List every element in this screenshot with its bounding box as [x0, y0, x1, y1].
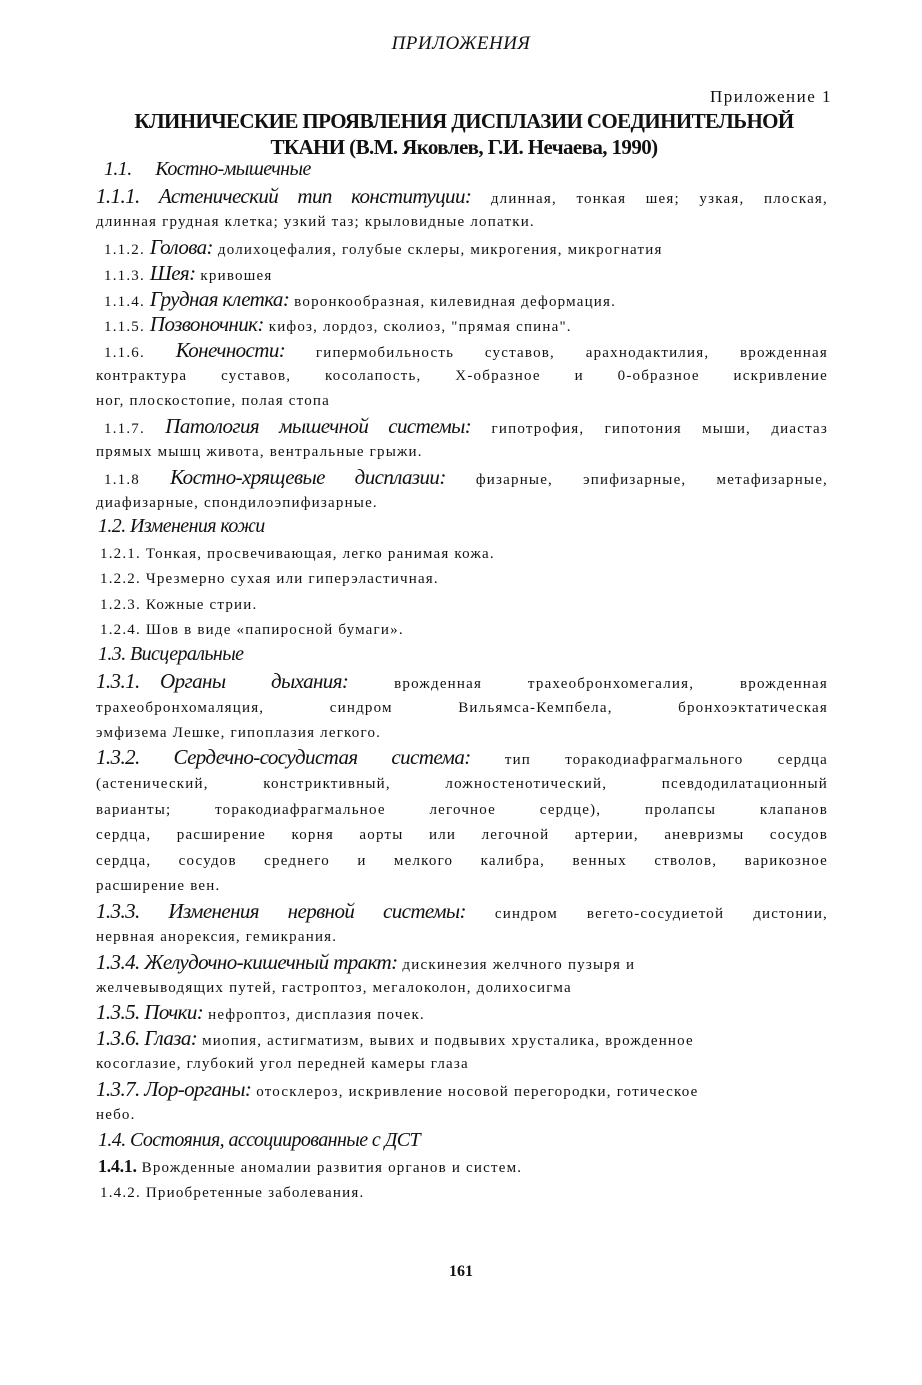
- section-heading-1-4: 1.4. Состояния, ассоциированные с ДСТ: [98, 1129, 420, 1151]
- section-heading-1-1: 1.1. Костно-мышечные: [104, 158, 311, 180]
- item-1-3-1-line-2: трахеобронхомаляция, синдром Вильямса-Кемпбела, бронхоэктатическая: [96, 700, 828, 716]
- item-1-3-4-line-1: 1.3.4. Желудочно-кишечный тракт: дискинезия желчного пузыря и: [96, 950, 636, 974]
- item-1-3-3-line-2: нервная анорексия, гемикрания.: [96, 929, 338, 945]
- item-1-3-1-line-3: эмфизема Лешке, гипоплазия легкого.: [96, 725, 382, 741]
- title-line-1: КЛИНИЧЕСКИЕ ПРОЯВЛЕНИЯ ДИСПЛАЗИИ СОЕДИНИТЕЛЬНОЙ: [134, 109, 794, 133]
- item-1-1-7-line-1: 1.1.7. Патология мышечной системы: гипотрофия, гипотония мыши, диастаз: [104, 414, 829, 438]
- item-1-1-6-line-3: ног, плоскостопие, полая стопа: [96, 393, 330, 409]
- page-number: 161: [449, 1263, 473, 1280]
- section-heading-1-3: 1.3. Висцеральные: [98, 643, 244, 665]
- item-1-2-4: 1.2.4. Шов в виде «папиросной бумаги».: [100, 622, 404, 638]
- item-1-3-7-line-1: 1.3.7. Лор-органы: отосклероз, искривление носовой перегородки, готическое: [96, 1077, 699, 1101]
- item-1-3-4-line-2: желчевыводящих путей, гастроптоз, мегалоколон, долихосигма: [96, 980, 572, 996]
- appendix-label: Приложение 1: [710, 87, 832, 106]
- item-1-1-4: 1.1.4. Грудная клетка: воронкообразная, килевидная деформация.: [104, 287, 617, 311]
- document-title: [96, 108, 832, 160]
- item-1-2-1: 1.2.1. Тонкая, просвечивающая, легко ранимая кожа.: [100, 546, 495, 562]
- item-1-3-6-line-1: 1.3.6. Глаза: миопия, астигматизм, вывих и подвывих хрусталика, врожденное: [96, 1026, 694, 1050]
- item-1-1-7-line-2: прямых мышц живота, вентральные грыжи.: [96, 444, 423, 460]
- item-1-2-3: 1.2.3. Кожные стрии.: [100, 597, 258, 613]
- item-1-3-1-line-1: 1.3.1. Органы дыхания: врожденная трахеобронхомегалия, врожденная: [96, 669, 828, 693]
- item-1-3-2-line-6: расширение вен.: [96, 878, 221, 894]
- section-heading-1-2: 1.2. Изменения кожи: [98, 515, 265, 537]
- item-1-1-1-line-1: 1.1.1. Астенический тип конституции: длинная, тонкая шея; узкая, плоская,: [96, 184, 828, 208]
- item-1-1-2: 1.1.2. Голова: долихоцефалия, голубые склеры, микрогения, микрогнатия: [104, 235, 663, 259]
- item-1-1-5: 1.1.5. Позвоночник: кифоз, лордоз, сколиоз, "прямая спина".: [104, 312, 572, 336]
- item-1-3-3-line-1: 1.3.3. Изменения нервной системы: синдром вегето-сосудиетой дистонии,: [96, 899, 829, 923]
- item-1-1-8-line-1: 1.1.8 Костно-хрящевые дисплазии: физарные, эпифизарные, метафизарные,: [104, 465, 829, 489]
- item-1-1-8-line-2: диафизарные, спондилоэпифизарные.: [96, 495, 378, 511]
- item-1-3-5: 1.3.5. Почки: нефроптоз, дисплазия почек.: [96, 1000, 425, 1024]
- item-1-3-7-line-2: небо.: [96, 1107, 136, 1123]
- item-1-1-3: 1.1.3. Шея: кривошея: [104, 261, 273, 285]
- item-1-2-2: 1.2.2. Чрезмерно сухая или гиперэластичная.: [100, 571, 439, 587]
- title-line-2: ТКАНИ (В.М. Яковлев, Г.И. Нечаева, 1990): [270, 135, 658, 159]
- item-1-3-6-line-2: косоглазие, глубокий угол передней камеры глаза: [96, 1056, 469, 1072]
- item-1-4-2: 1.4.2. Приобретенные заболевания.: [100, 1185, 365, 1201]
- item-1-3-2-line-2: (астенический, констриктивный, ложностенотический, псевдодилатационный: [96, 776, 828, 792]
- item-1-1-1-line-2: длинная грудная клетка; узкий таз; крыловидные лопатки.: [96, 214, 535, 230]
- item-1-1-6-line-2: контрактура суставов, косолапость, Х-образное и 0-образное искривление: [96, 368, 828, 384]
- item-1-4-1: 1.4.1. Врожденные аномалии развития органов и систем.: [98, 1156, 523, 1176]
- item-1-3-2-line-3: варианты; торакодиафрагмальное легочное сердце), пролапсы клапанов: [96, 802, 828, 818]
- item-1-3-2-line-4: сердца, расширение корня аорты или легочной артерии, аневризмы сосудов: [96, 827, 828, 843]
- item-1-3-2-line-5: сердца, сосудов среднего и мелкого калибра, венных стволов, варикозное: [96, 853, 828, 869]
- running-head: ПРИЛОЖЕНИЯ: [391, 33, 531, 54]
- item-1-3-2-line-1: 1.3.2. Сердечно-сосудистая система: тип торакодиафрагмального сердца: [96, 745, 828, 769]
- item-1-1-6-line-1: 1.1.6. Конечности: гипермобильность суставов, арахнодактилия, врожденная: [104, 338, 828, 362]
